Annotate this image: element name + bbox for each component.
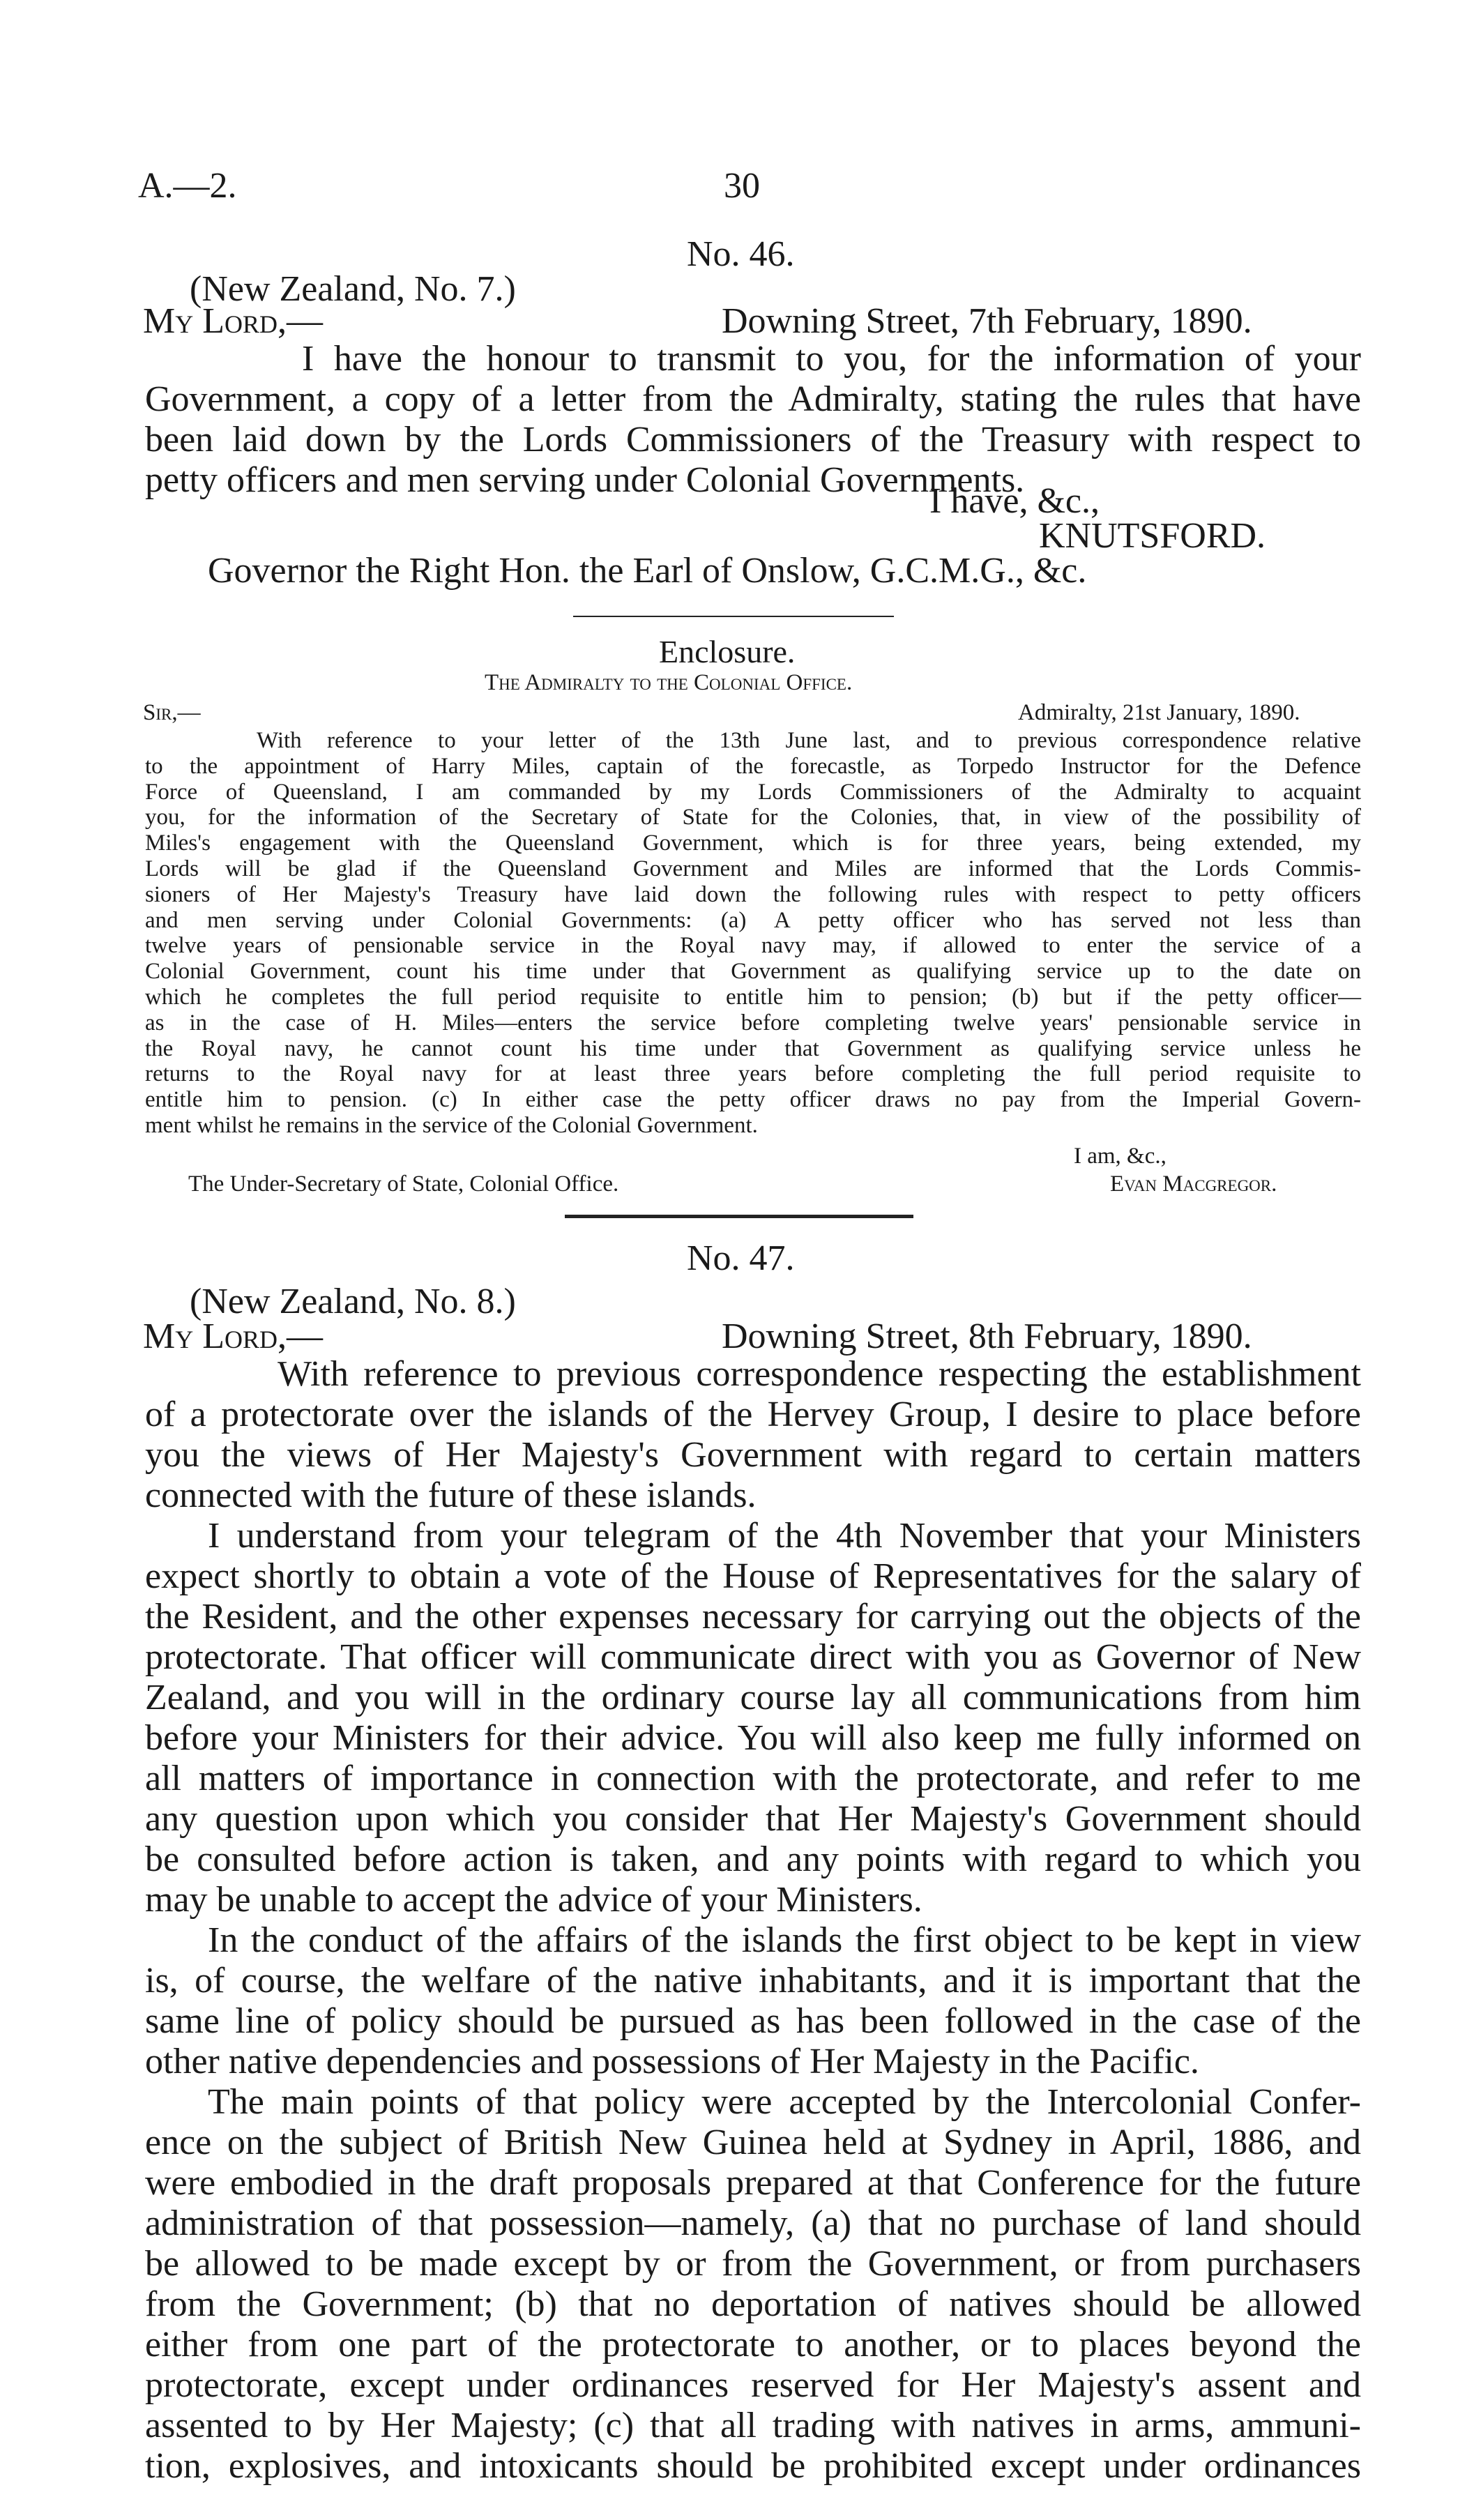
salutation: Sir,—: [143, 700, 201, 725]
body-line: returns to the Royal navy for at least three years before completing the full period requisite to: [145, 1061, 1361, 1087]
body-line: and men serving under Colonial Governments: (a) A petty officer who has served not less than: [145, 907, 1361, 933]
body-line: to the appointment of Harry Miles, captain of the forecastle, as Torpedo Instructor for the Defence: [145, 753, 1361, 779]
body-line: administration of that possession—namely, (a) that no purchase of land should: [145, 2203, 1361, 2243]
body-line: Miles's engagement with the Queensland Government, which is for three years, being extended, my: [145, 830, 1361, 856]
body-line: ence on the subject of British New Guinea held at Sydney in April, 1886, and: [145, 2123, 1361, 2162]
closing: I have, &c.,: [929, 481, 1100, 521]
body-line: be allowed to be made except by or from the Government, or from purchasers: [145, 2244, 1361, 2284]
body-line: With reference to previous correspondence respecting the establishment: [278, 1354, 1361, 1394]
place-date: Downing Street, 8th February, 1890.: [722, 1316, 1252, 1356]
body-line: protectorate, except under ordinances reserved for Her Majesty's assent and: [145, 2365, 1361, 2405]
body-line: entitle him to pension. (c) In either case the petty officer draws no pay from the Imperial Govern-: [145, 1087, 1361, 1113]
body-line: Force of Queensland, I am commanded by my Lords Commissioners of the Admiralty to acquaint: [145, 779, 1361, 805]
salutation: My Lord,—: [143, 301, 324, 341]
body-line: either from one part of the protectorate to another, or to places beyond the: [145, 2325, 1361, 2365]
body-line: is, of course, the welfare of the native inhabitants, and it is important that the: [145, 1961, 1361, 2001]
place-date: Downing Street, 7th February, 1890.: [722, 301, 1252, 341]
body-line: Zealand, and you will in the ordinary course lay all communications from him: [145, 1678, 1361, 1717]
enclosure-subtitle: The Admiralty to the Colonial Office.: [485, 670, 853, 695]
body-line: I understand from your telegram of the 4th November that your Ministers: [208, 1516, 1361, 1556]
body-line: were embodied in the draft proposals prepared at that Conference for the future: [145, 2163, 1361, 2203]
body-line: petty officers and men serving under Colonial Governments.: [145, 460, 1025, 500]
body-line: as in the case of H. Miles—enters the service before completing twelve years' pensionable service in: [145, 1010, 1361, 1035]
body-line: you the views of Her Majesty's Government with regard to certain matters: [145, 1435, 1361, 1475]
body-line: twelve years of pensionable service in the Royal navy may, if allowed to enter the service of a: [145, 933, 1361, 959]
body-line: of a protectorate over the islands of the Hervey Group, I desire to place before: [145, 1395, 1361, 1434]
letter-series: (New Zealand, No. 7.): [190, 269, 516, 309]
body-line: any question upon which you consider that Her Majesty's Government should: [145, 1799, 1361, 1839]
body-line: Colonial Government, count his time under that Government as qualifying service up to the date on: [145, 959, 1361, 985]
body-line: With reference to your letter of the 13th June last, and to previous correspondence relative: [257, 728, 1361, 753]
body-line: the Royal navy, he cannot count his time under that Government as qualifying service unless he: [145, 1035, 1361, 1061]
body-line: Government, a copy of a letter from the Admiralty, stating the rules that have: [145, 379, 1361, 419]
place-date: Admiralty, 21st January, 1890.: [1018, 700, 1300, 725]
document-reference: A.—2.: [138, 166, 237, 206]
addressee: The Under-Secretary of State, Colonial Office.: [188, 1171, 619, 1197]
signature: KNUTSFORD.: [1039, 516, 1266, 556]
body-line: tion, explosives, and intoxicants should be prohibited except under ordinances: [145, 2446, 1361, 2486]
body-line: Lords will be glad if the Queensland Government and Miles are informed that the Lords Commis-: [145, 856, 1361, 881]
enclosure-title: Enclosure.: [659, 634, 796, 669]
body-line: all matters of importance in connection with the protectorate, and refer to me: [145, 1759, 1361, 1798]
body-line: ment whilst he remains in the service of the Colonial Government.: [145, 1112, 758, 1138]
letter-number: No. 46.: [687, 234, 795, 274]
letter-number: No. 47.: [687, 1238, 795, 1278]
body-line: In the conduct of the affairs of the islands the first object to be kept in view: [208, 1920, 1361, 1960]
body-line: the Resident, and the other expenses necessary for carrying out the objects of the: [145, 1597, 1361, 1637]
body-line: I have the honour to transmit to you, for the information of your: [302, 339, 1361, 379]
salutation: My Lord,—: [143, 1316, 324, 1356]
addressee: Governor the Right Hon. the Earl of Onslow, G.C.M.G., &c.: [208, 551, 1087, 591]
body-line: same line of policy should be pursued as has been followed in the case of the: [145, 2001, 1361, 2041]
page-number: 30: [724, 166, 760, 206]
body-line: The main points of that policy were accepted by the Intercolonial Confer-: [208, 2082, 1361, 2122]
body-line: which he completes the full period requisite to entitle him to pension; (b) but if the petty officer—: [145, 984, 1361, 1010]
signature: Evan Macgregor.: [1110, 1171, 1277, 1197]
letter-body: [145, 339, 1361, 501]
divider: [565, 1215, 913, 1218]
body-line: sioners of Her Majesty's Treasury have laid down the following rules with respect to petty officers: [145, 881, 1361, 907]
body-line: expect shortly to obtain a vote of the House of Representatives for the salary of: [145, 1556, 1361, 1596]
closing: I am, &c.,: [1074, 1144, 1167, 1169]
body-line: from the Government; (b) that no deportation of natives should be allowed: [145, 2284, 1361, 2324]
body-line: connected with the future of these islands.: [145, 1475, 757, 1515]
body-line: other native dependencies and possessions of Her Majesty in the Pacific.: [145, 2042, 1199, 2081]
body-line: been laid down by the Lords Commissioners of the Treasury with respect to: [145, 420, 1361, 460]
body-line: before your Ministers for their advice. You will also keep me fully informed on: [145, 1718, 1361, 1758]
enclosure-body: [145, 728, 1361, 1139]
body-line: protectorate. That officer will communicate direct with you as Governor of New: [145, 1637, 1361, 1677]
body-line: may be unable to accept the advice of your Ministers.: [145, 1880, 922, 1920]
divider: [573, 616, 894, 617]
body-line: be consulted before action is taken, and any points with regard to which you: [145, 1839, 1361, 1879]
body-line: you, for the information of the Secretary of State for the Colonies, that, in view of the possibility of: [145, 805, 1361, 830]
body-line: assented to by Her Majesty; (c) that all trading with natives in arms, ammuni-: [145, 2406, 1361, 2445]
letter-body: [145, 1354, 1361, 2487]
letter-series: (New Zealand, No. 8.): [190, 1282, 516, 1321]
